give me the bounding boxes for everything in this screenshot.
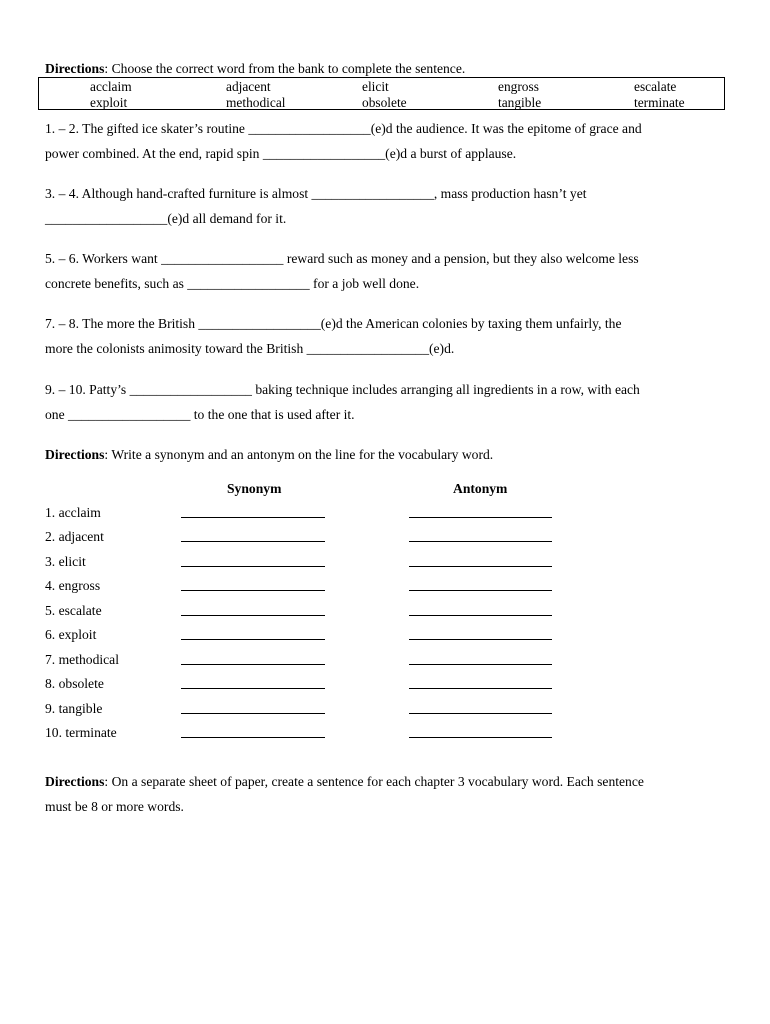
antonym-blank[interactable] — [409, 566, 552, 567]
antonym-blank[interactable] — [409, 615, 552, 616]
synonym-blank[interactable] — [181, 737, 325, 738]
vocab-word: 8. obsolete — [45, 676, 104, 691]
synonym-blank[interactable] — [181, 566, 325, 567]
directions-text: : Write a synonym and an antonym on the line for the vocabulary word. — [104, 447, 494, 462]
question-line: __________________(e)d all demand for it. — [45, 211, 287, 226]
synonym-header: Synonym — [227, 481, 282, 496]
word-bank — [38, 77, 725, 110]
word-bank-item: elicit — [362, 79, 389, 94]
vocab-word: 6. exploit — [45, 627, 97, 642]
question-line: 9. – 10. Patty’s __________________ baking technique includes arranging all ingredients in a row, with each — [45, 382, 640, 397]
antonym-blank[interactable] — [409, 590, 552, 591]
synonym-blank[interactable] — [181, 590, 325, 591]
vocab-word: 4. engross — [45, 578, 101, 593]
directions-text: : On a separate sheet of paper, create a sentence for each chapter 3 vocabulary word. Each sentence — [104, 774, 644, 789]
word-bank-item: tangible — [498, 95, 542, 110]
word-bank-item: terminate — [634, 95, 685, 110]
question-line: more the colonists animosity toward the British __________________(e)d. — [45, 341, 455, 356]
synonym-blank[interactable] — [181, 688, 325, 689]
antonym-blank[interactable] — [409, 541, 552, 542]
synonym-blank[interactable] — [181, 615, 325, 616]
vocab-word: 9. tangible — [45, 701, 103, 716]
question-line: 3. – 4. Although hand-crafted furniture is almost __________________, mass production hasn’t yet — [45, 186, 587, 201]
antonym-blank[interactable] — [409, 737, 552, 738]
antonym-header: Antonym — [453, 481, 508, 496]
directions-label: Directions — [45, 61, 105, 76]
word-bank-item: acclaim — [90, 79, 132, 94]
directions-text: : Choose the correct word from the bank to complete the sentence. — [104, 61, 466, 76]
antonym-blank[interactable] — [409, 688, 552, 689]
word-bank-item: engross — [498, 79, 539, 94]
word-bank-item: exploit — [90, 95, 128, 110]
vocab-word: 3. elicit — [45, 554, 86, 569]
synonym-blank[interactable] — [181, 664, 325, 665]
antonym-blank[interactable] — [409, 517, 552, 518]
question-line: concrete benefits, such as __________________ for a job well done. — [45, 276, 420, 291]
word-bank-item: escalate — [634, 79, 677, 94]
synonym-blank[interactable] — [181, 541, 325, 542]
question-line: 1. – 2. The gifted ice skater’s routine __________________(e)d the audience. It was the epitome of grace and — [45, 121, 642, 136]
directions-label: Directions — [45, 774, 105, 789]
question-line: one __________________ to the one that is used after it. — [45, 407, 355, 422]
directions-sentences-line2: must be 8 or more words. — [45, 799, 184, 814]
vocab-word: 10. terminate — [45, 725, 117, 740]
question-line: power combined. At the end, rapid spin __________________(e)d a burst of applause. — [45, 146, 517, 161]
directions-synonym-antonym — [45, 447, 493, 463]
directions-sentences — [45, 774, 644, 790]
vocab-word: 7. methodical — [45, 652, 119, 667]
vocab-word: 2. adjacent — [45, 529, 104, 544]
directions-label: Directions — [45, 447, 105, 462]
word-bank-item: adjacent — [226, 79, 271, 94]
synonym-blank[interactable] — [181, 639, 325, 640]
question-line: 5. – 6. Workers want __________________ reward such as money and a pension, but they also welcome less — [45, 251, 639, 266]
word-bank-item: obsolete — [362, 95, 407, 110]
synonym-blank[interactable] — [181, 517, 325, 518]
word-bank-item: methodical — [226, 95, 286, 110]
antonym-blank[interactable] — [409, 713, 552, 714]
directions-word-bank — [45, 61, 465, 77]
antonym-blank[interactable] — [409, 664, 552, 665]
vocab-word: 5. escalate — [45, 603, 102, 618]
antonym-blank[interactable] — [409, 639, 552, 640]
vocab-word: 1. acclaim — [45, 505, 101, 520]
question-line: 7. – 8. The more the British __________________(e)d the American colonies by taxing them unfairly, the — [45, 316, 622, 331]
synonym-blank[interactable] — [181, 713, 325, 714]
